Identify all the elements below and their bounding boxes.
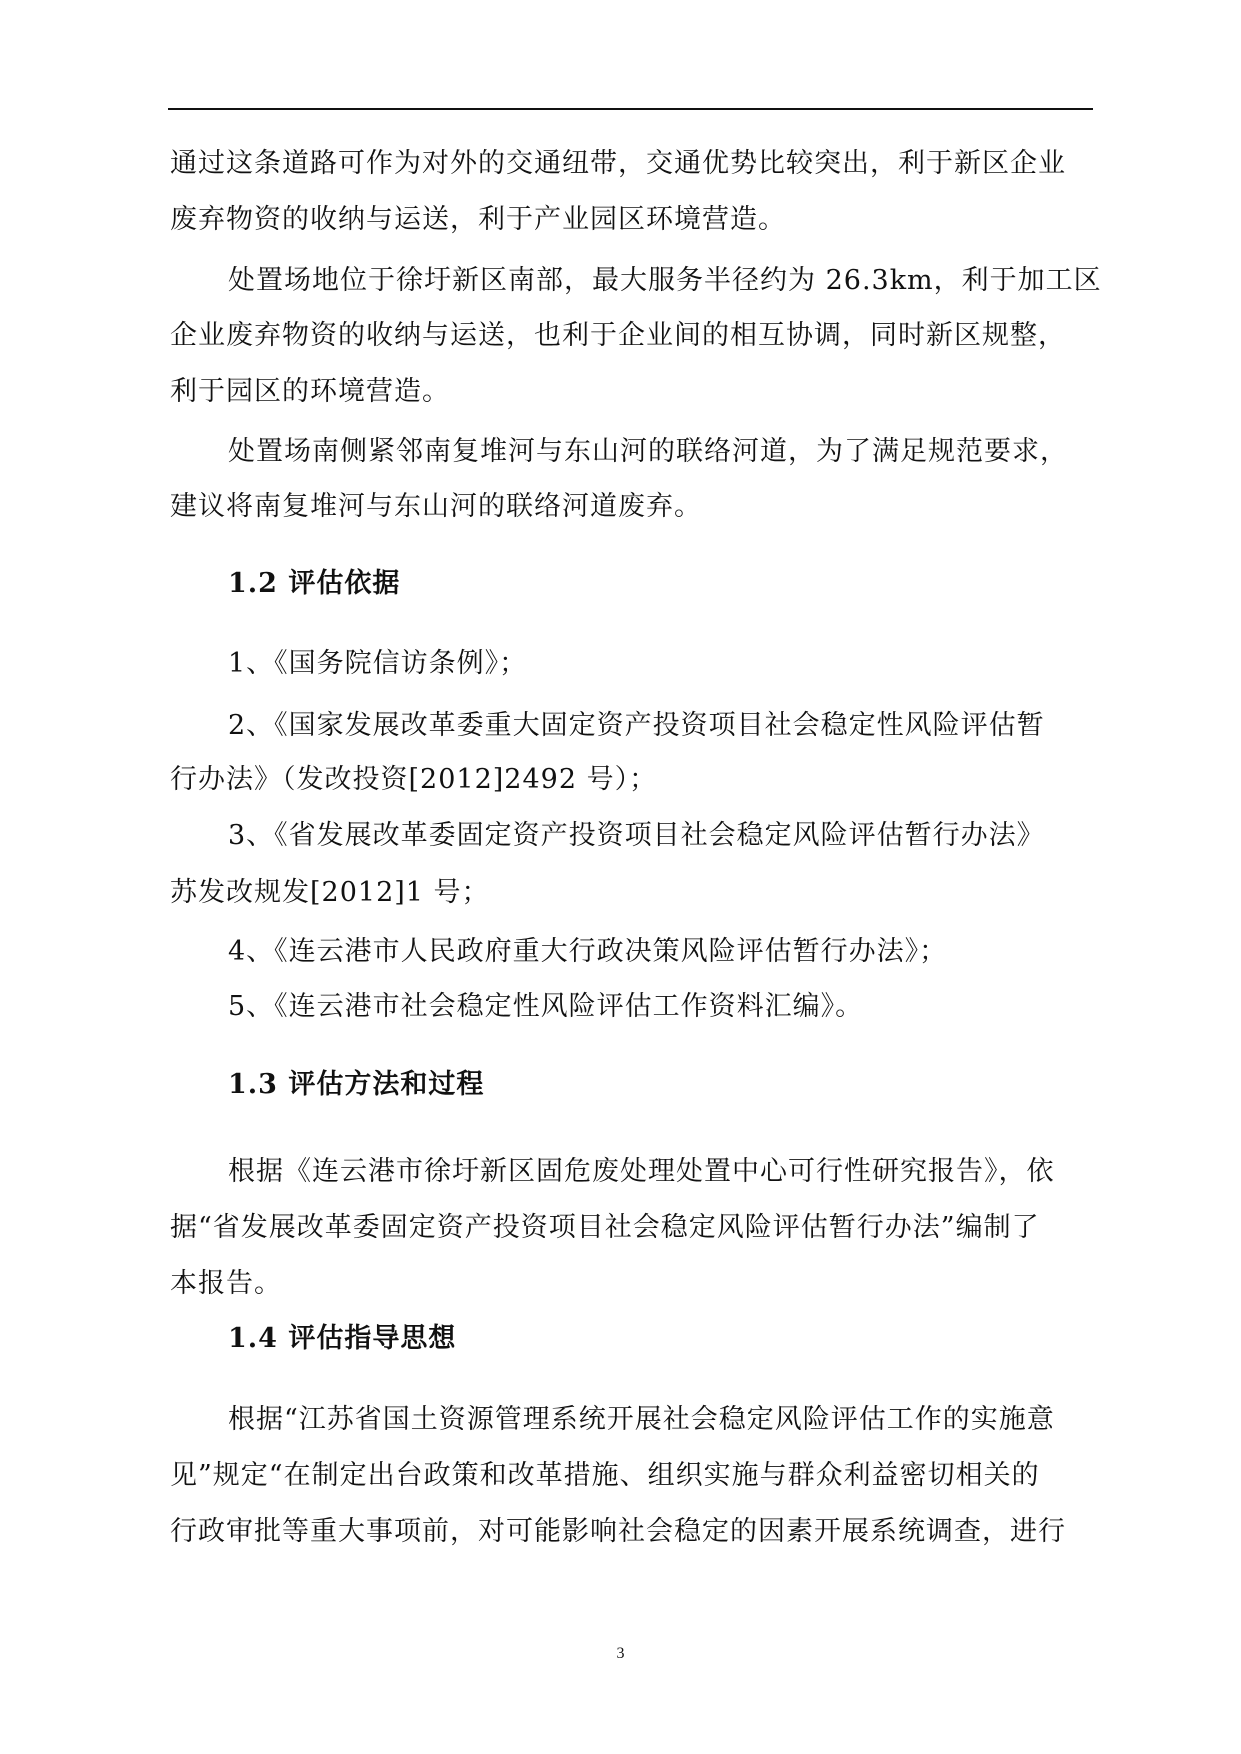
list-item: 2、《国家发展改革委重大固定资产投资项目社会稳定性风险评估暂: [228, 710, 1045, 741]
section-heading: 1.3 评估方法和过程: [228, 1069, 485, 1100]
list-item: 4、《连云港市人民政府重大行政决策风险评估暂行办法》；: [228, 936, 948, 967]
paragraph-line: 据“省发展改革委固定资产投资项目社会稳定风险评估暂行办法”编制了: [170, 1212, 1040, 1243]
header-rule: [168, 108, 1093, 110]
paragraph-line: 处置场南侧紧邻南复堆河与东山河的联络河道，为了满足规范要求，: [228, 436, 1068, 467]
paragraph-line: 根据《连云港市徐圩新区固危废处理处置中心可行性研究报告》，依: [228, 1156, 1055, 1187]
list-item: 3、《省发展改革委固定资产投资项目社会稳定风险评估暂行办法》: [228, 820, 1045, 851]
page-number: 3: [616, 1645, 625, 1662]
list-item: 5、《连云港市社会稳定性风险评估工作资料汇编》。: [228, 991, 864, 1022]
paragraph-line: 见”规定“在制定出台政策和改革措施、组织实施与群众利益密切相关的: [170, 1460, 1040, 1491]
paragraph-line: 建议将南复堆河与东山河的联络河道废弃。: [170, 491, 702, 522]
paragraph-line: 通过这条道路可作为对外的交通纽带，交通优势比较突出，利于新区企业: [170, 148, 1066, 179]
paragraph-line: 行政审批等重大事项前，对可能影响社会稳定的因素开展系统调查，进行: [170, 1516, 1066, 1547]
list-item: 1、《国务院信访条例》；: [228, 648, 528, 679]
paragraph-line: 根据“江苏省国土资源管理系统开展社会稳定风险评估工作的实施意: [228, 1404, 1055, 1435]
paragraph-line: 利于园区的环境营造。: [170, 376, 450, 407]
paragraph-line: 处置场地位于徐圩新区南部，最大服务半径约为 26.3km，利于加工区: [228, 265, 1102, 296]
paragraph-line: 废弃物资的收纳与运送，利于产业园区环境营造。: [170, 204, 786, 235]
paragraph-line: 企业废弃物资的收纳与运送，也利于企业间的相互协调，同时新区规整，: [170, 320, 1066, 351]
list-item-continuation: 苏发改规发[2012]1 号；: [170, 877, 490, 908]
paragraph-line: 本报告。: [170, 1268, 282, 1299]
section-heading: 1.4 评估指导思想: [228, 1323, 457, 1354]
list-item-continuation: 行办法》（发改投资[2012]2492 号）；: [170, 764, 658, 795]
section-heading: 1.2 评估依据: [228, 568, 401, 599]
